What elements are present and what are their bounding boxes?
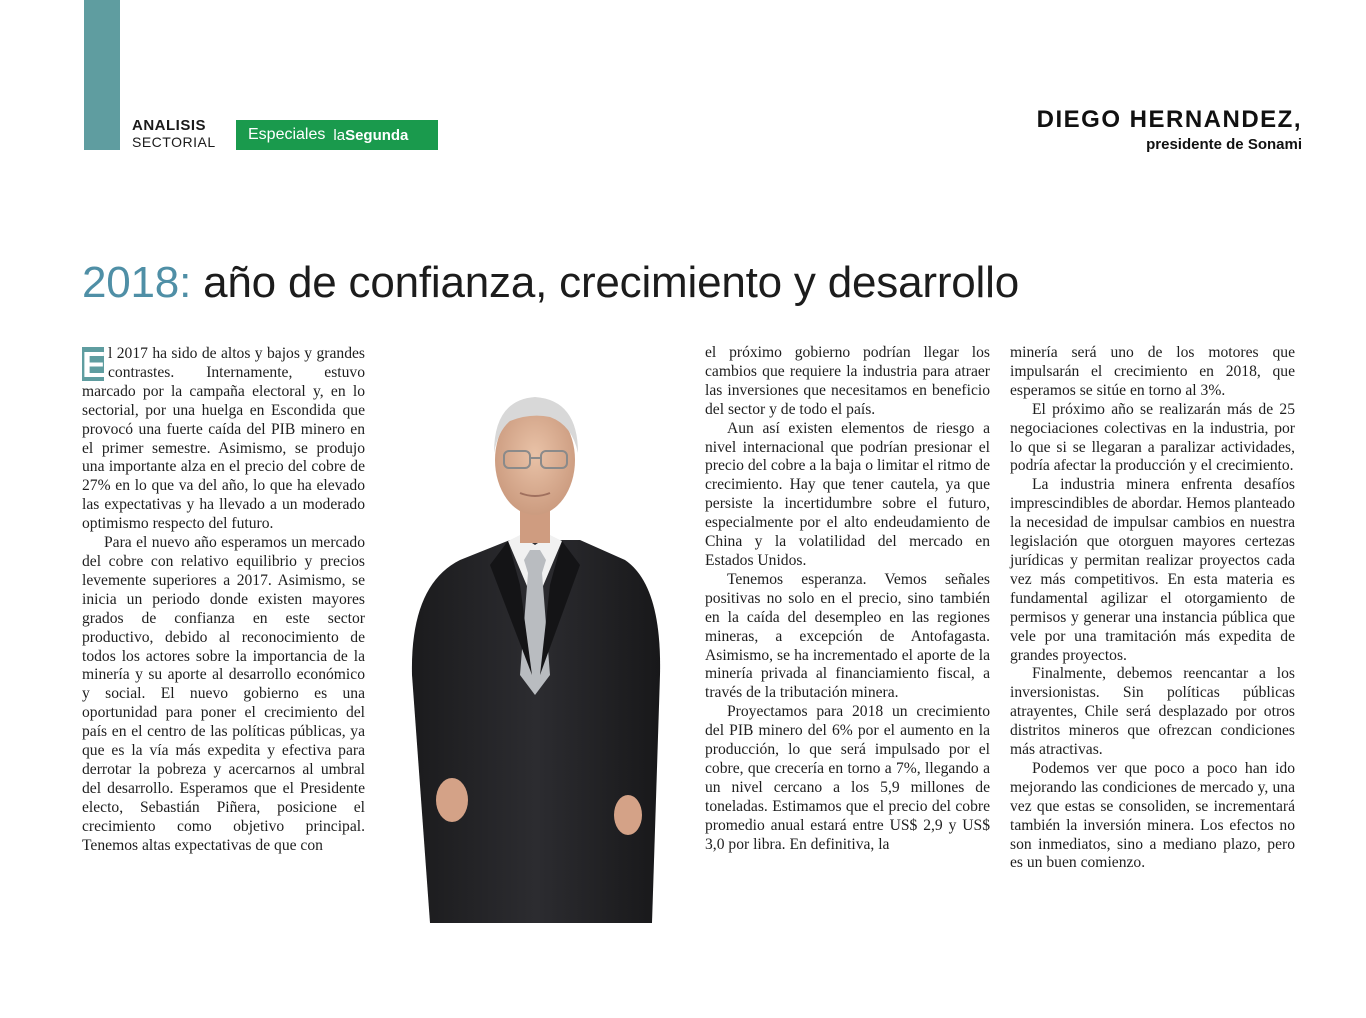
paragraph: Podemos ver que poco a poco han ido mejorando las condiciones de mercado y, una vez que estas se consoliden, se incrementará también la inversión minera. Los efectos no son inmediatos, sino a mediano plazo, pero es un buen comienzo.	[1010, 759, 1295, 872]
paragraph: Para el nuevo año esperamos un mercado del cobre con relativo equilibrio y precios levemente superiores a 2017. Asimismo, se inicia un periodo donde existen mayores grados de confianza en este sector productivo, debido al reconocimiento de todos los actores sobre la importancia de la minería y su aporte al desarrollo económico y social. El nuevo gobierno es una oportunidad para poner el crecimiento del país en el centro de las políticas públicas, ya que es la vía más expedita y efectiva para derrotar la pobreza y acercarnos al umbral del desarrollo. Esperamos que el Presidente electo, Sebastián Piñera, posicione el crecimiento como objetivo principal. Tenemos altas expectativas de que con	[82, 534, 365, 854]
section-label-analisis: ANALISIS	[132, 117, 207, 134]
author-role: presidente de Sonami	[1146, 136, 1302, 153]
badge-especiales: Especiales	[248, 126, 326, 143]
paragraph: E l 2017 ha sido de altos y bajos y grandes contrastes. Internamente, estuvo marcado por la campaña electoral y, en lo sectorial, por una huelga en Escondida que provocó una fuerte caída del PIB minero en el primer semestre. Asimismo, se produjo una importante alza en el precio del cobre de 27% en lo que va del año, lo que ha elevado las expectativas y ha llevado a un moderado optimismo respecto del futuro.	[82, 344, 365, 533]
paragraph: El próximo año se realizarán más de 25 negociaciones colectivas en la industria, por lo que si se llegaran a paralizar actividades, podría afectar la producción y el crecimiento.	[1010, 400, 1295, 475]
paragraph: Finalmente, debemos reencantar a los inversionistas. Sin políticas públicas atrayentes, Chile será desplazado por otros distritos mineros que ofrezcan condiciones más atractivas.	[1010, 665, 1295, 759]
section-bar-vertical	[84, 0, 120, 150]
section-label-sectorial: SECTORIAL	[130, 134, 219, 150]
paragraph: el próximo gobierno podrían llegar los cambios que requiere la industria para atraer las inversiones que necesitamos en beneficio del sector y de todo el país.	[705, 344, 990, 418]
paragraph: Aun así existen elementos de riesgo a nivel internacional que podrían presionar el precio del cobre a la baja o limitar el ritmo de crecimiento. Hay que tener cautela, ya que persiste la incertidumbre sobre el futuro, especialmente por el alto endeudamiento de China y la volatilidad del mercado en Estados Unidos.	[705, 419, 990, 569]
headline-text: año de confianza, crecimiento y desarrollo	[191, 258, 1019, 307]
drop-cap: E	[82, 344, 107, 385]
headline-year: 2018:	[82, 258, 192, 307]
article-column-2	[705, 344, 990, 854]
badge-la: la	[333, 126, 346, 144]
especiales-la-segunda-badge	[236, 120, 438, 150]
paragraph: La industria minera enfrenta desafíos imprescindibles de abordar. Hemos planteado la necesidad de impulsar cambios en nuestra legislación que otorguen mayores certezas jurídicas y permitan realizar proyectos cada vez más competitivos. En esta materia es fundamental agilizar el otorgamiento de permisos y generar una instancia pública que vele por una tramitación más expedita de grandes proyectos.	[1010, 476, 1295, 664]
portrait-illustration	[390, 345, 680, 923]
paragraph: Proyectamos para 2018 un crecimiento del PIB minero del 6% por el aumento en la producción, lo que será impulsado por el cobre, que crecería en torno a 7%, llegando a un nivel cercano a los 5,9 millones de toneladas. Estimamos que el precio del cobre promedio anual estará entre US$ 2,9 y US$ 3,0 por libra. En definitiva, la	[705, 703, 990, 853]
author-block	[1037, 106, 1302, 153]
article-column-3	[1010, 344, 1295, 873]
paragraph: Tenemos esperanza. Vemos señales positivas no solo en el precio, sino también en la caída del desempleo en las regiones mineras, a excepción de Antofagasta. Asimismo, se ha incrementado el aporte de la minería privada al financiamiento fiscal, a través de la tributación minera.	[705, 570, 990, 702]
paragraph: minería será uno de los motores que impulsarán el crecimiento en 2018, que esperamos se sitúe en torno al 3%.	[1010, 344, 1295, 399]
author-portrait-photo	[390, 345, 680, 923]
article-column-1	[82, 345, 365, 855]
author-name: DIEGO HERNANDEZ,	[1036, 106, 1302, 133]
badge-segunda: Segunda	[345, 126, 409, 144]
article-headline	[82, 258, 1019, 308]
